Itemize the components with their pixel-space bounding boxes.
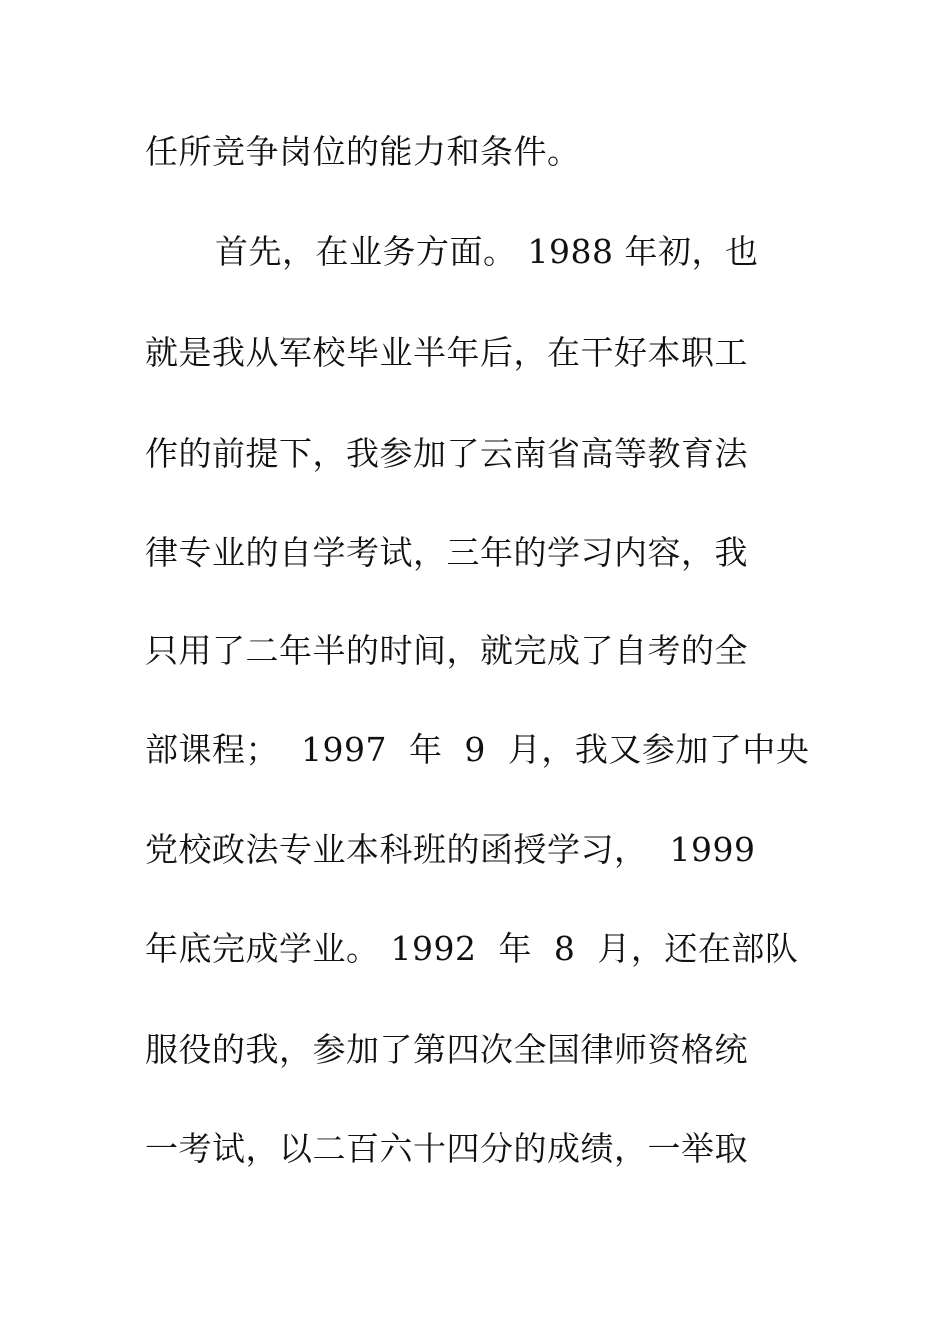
text-line: 年底完成学业。 1992 年 8 月，还在部队 — [145, 929, 799, 968]
text-line: 律专业的自学考试，三年的学习内容，我 — [145, 533, 748, 572]
paragraph-start-line: 首先，在业务方面。 1988 年初，也 — [215, 232, 759, 271]
text-line: 一考试，以二百六十四分的成绩，一举取 — [145, 1129, 748, 1168]
text-line: 服役的我，参加了第四次全国律师资格统 — [145, 1030, 748, 1069]
text-line: 只用了二年半的时间，就完成了自考的全 — [145, 631, 748, 670]
text-line: 任所竞争岗位的能力和条件。 — [145, 132, 581, 171]
text-line: 作的前提下，我参加了云南省高等教育法 — [145, 434, 748, 473]
text-line: 党校政法专业本科班的函授学习， 1999 — [145, 830, 756, 869]
text-line: 部课程； 1997 年 9 月，我又参加了中央 — [145, 730, 810, 769]
text-line: 就是我从军校毕业半年后，在干好本职工 — [145, 333, 748, 372]
